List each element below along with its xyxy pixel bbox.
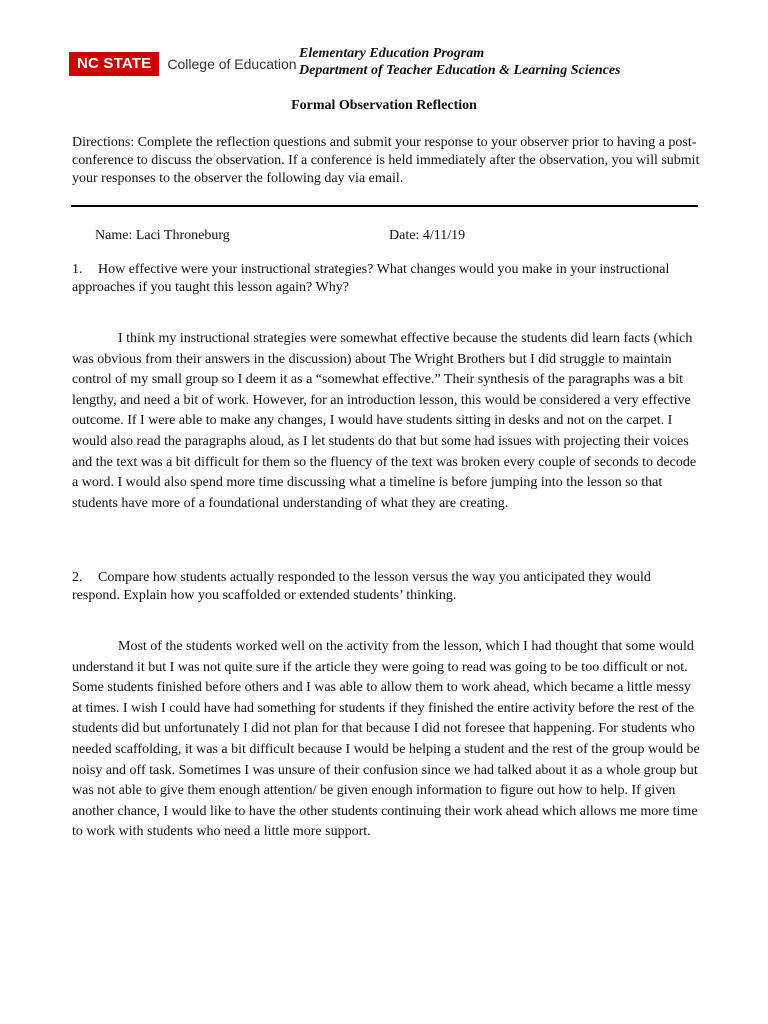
department-name: Department of Teacher Education & Learning Sciences <box>299 63 621 78</box>
name-field: Name: Laci Throneburg <box>95 228 230 243</box>
answer-1: I think my instructional strategies were somewhat effective because the students did learn facts (which was obvious from their answers in the discussion) about The Wright Brothers but I did struggle to maintain control of my small group so I deem it as a “somewhat effective.” Their synthesis of the paragraphs was a bit lengthy, and need a bit of work. However, for an introduction lesson, this would be considered a very effective outcome. If I were able to make any changes, I would have students sitting in desks and not on the carpet. I would also read the paragraphs aloud, as I let students do that but some had issues with projecting their voices and the text was a bit difficult for them so the fluency of the text was broken every couple of seconds to decode a word. I would also spend more time discussing what a timeline is before jumping into the lesson so that students have more of a foundational understanding of what they are creating. <box>72 331 697 511</box>
question-1 <box>72 261 702 297</box>
question-2 <box>72 569 702 605</box>
directions-text: Directions: Complete the reflection questions and submit your response to your observer prior to having a post-conference to discuss the observation. If a conference is held immediately after the observation, you will submit your responses to the observer the following day via email. <box>72 135 700 186</box>
answer-2: Most of the students worked well on the activity from the lesson, which I had thought that some would understand it but I was not quite sure if the article they were going to read was going to be too difficult or not. Some students finished before others and I was able to allow them to work ahead, which became a little messy at times. I wish I could have had something for students if they finished the entire activity before the rest of the students did but unfortunately I did not plan for that because I did not foresee that happening. For students who needed scaffolding, it was a bit difficult because I would be helping a student and the rest of the group would be noisy and off task. Sometimes I was unsure of their confusion since we had talked about it as a whole group but was not able to give them enough attention/ be given enough information to figure out how to help. If given another chance, I would like to have the other students continuing their work ahead which allows me more time to work with students who need a little more support. <box>72 639 700 840</box>
question-text: Compare how students actually responded to the lesson versus the way you anticipated they would respond. Explain how you scaffolded or extended students’ thinking. <box>72 570 651 603</box>
page-title: Formal Observation Reflection <box>291 98 477 113</box>
date-field: Date: 4/11/19 <box>389 228 466 243</box>
logo-wordmark: NC STATE <box>69 52 159 76</box>
question-text: How effective were your instructional strategies? What changes would you make in your instructional approaches if you taught this lesson again? Why? <box>72 262 670 295</box>
question-number: 2. <box>72 570 83 585</box>
divider-rule <box>71 205 698 207</box>
program-header <box>299 45 620 79</box>
program-name: Elementary Education Program <box>299 46 485 61</box>
logo-college-name: College of Education <box>167 56 297 72</box>
question-number: 1. <box>72 262 83 277</box>
ncstate-logo <box>69 52 297 76</box>
